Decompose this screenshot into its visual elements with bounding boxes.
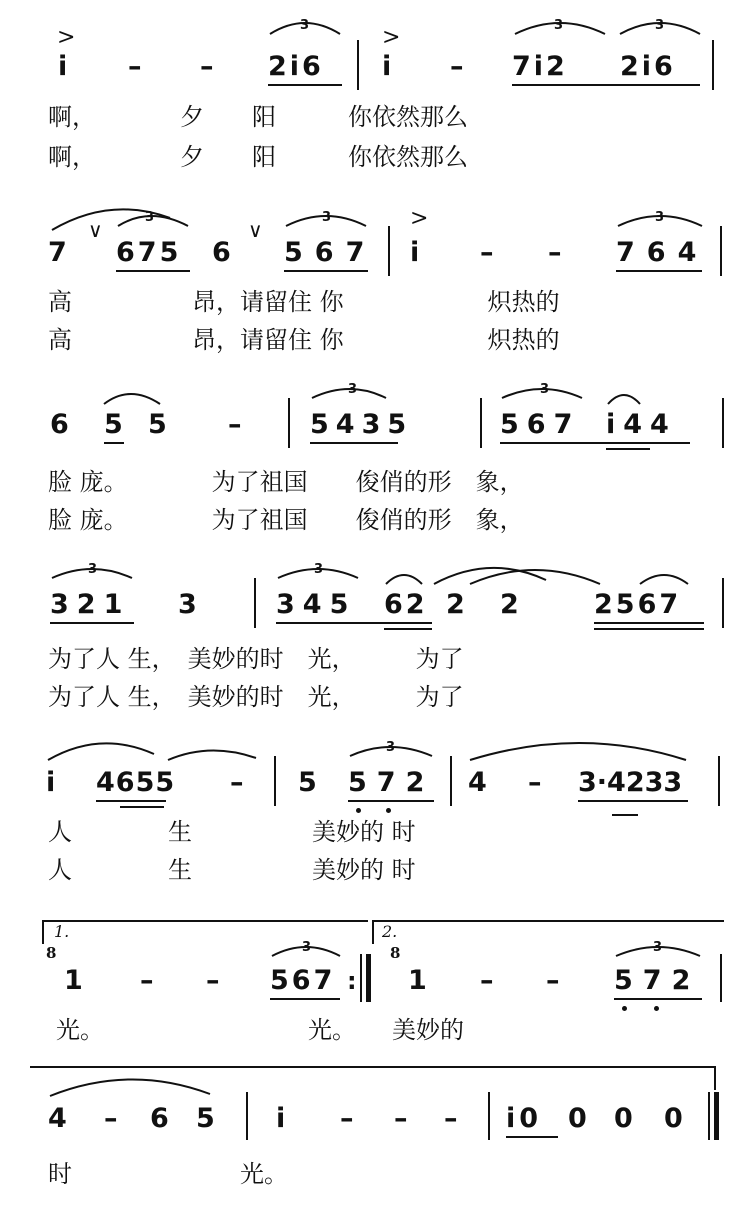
note-group: 321 bbox=[50, 589, 131, 620]
note: 2 bbox=[500, 589, 519, 620]
note: 4 bbox=[468, 767, 487, 798]
note: 1 bbox=[408, 965, 427, 996]
triplet-mark: 3 bbox=[655, 210, 665, 225]
accent-mark: > bbox=[410, 206, 429, 231]
note-group: 2567 bbox=[594, 589, 682, 620]
note: – bbox=[450, 51, 464, 82]
triplet-mark: 3 bbox=[88, 562, 98, 577]
note: – bbox=[140, 965, 154, 996]
triplet-mark: 3 bbox=[314, 562, 324, 577]
lyric-line: 光。 光。 美妙的 bbox=[56, 1016, 464, 1044]
note-group: 572 bbox=[348, 767, 435, 798]
note: 4 bbox=[48, 1103, 67, 1134]
note: – bbox=[128, 51, 142, 82]
note: 6 bbox=[50, 409, 69, 440]
lyric-line: 为了人 生， 美妙的时 光， 为了 bbox=[48, 683, 464, 711]
triplet-mark: 3 bbox=[348, 382, 358, 397]
lyric-line: 为了人 生， 美妙的时 光， 为了 bbox=[48, 645, 464, 673]
triplet-mark: 3 bbox=[655, 18, 665, 33]
lyric-line: 人 生 美妙的 时 bbox=[48, 818, 416, 846]
note: i bbox=[46, 767, 56, 798]
note: 1 bbox=[64, 965, 83, 996]
note-group: 675 bbox=[116, 237, 182, 268]
system-2 bbox=[0, 190, 755, 370]
note: i bbox=[58, 51, 68, 82]
note: 5 bbox=[196, 1103, 215, 1134]
system-5 bbox=[0, 730, 755, 910]
system-7 bbox=[0, 1060, 755, 1206]
lyric-line: 高 昂，请留住 你 炽热的 bbox=[48, 288, 560, 316]
note: 0 bbox=[568, 1103, 587, 1134]
note: – bbox=[480, 965, 494, 996]
triplet-mark: 3 bbox=[540, 382, 550, 397]
note: 0 bbox=[664, 1103, 683, 1134]
note: 6 bbox=[212, 237, 231, 268]
note: – bbox=[230, 767, 244, 798]
triplet-mark: 3 bbox=[554, 18, 564, 33]
breath-mark: ∨ bbox=[88, 218, 103, 242]
system-1 bbox=[0, 0, 755, 190]
note-group: 764 bbox=[616, 237, 709, 268]
triplet-mark: 3 bbox=[322, 210, 332, 225]
note: 6 bbox=[150, 1103, 169, 1134]
volta-1-label: 1. bbox=[54, 922, 70, 941]
note: – bbox=[228, 409, 242, 440]
lyric-line: 时 光。 bbox=[48, 1160, 288, 1188]
system-6 bbox=[0, 910, 755, 1060]
note: i bbox=[276, 1103, 286, 1134]
note-group: 2i6 bbox=[268, 51, 324, 82]
lyric-line: 脸 庞。 为了祖国 俊俏的形 象， bbox=[48, 506, 524, 534]
lyric-line: 啊， 夕 阳 你依然那么 bbox=[48, 103, 468, 131]
note-group: 567 bbox=[284, 237, 377, 268]
note: – bbox=[394, 1103, 408, 1134]
triplet-mark: 3 bbox=[145, 210, 155, 225]
note: 3 bbox=[178, 589, 197, 620]
note: – bbox=[528, 767, 542, 798]
repeat-dots: : bbox=[347, 967, 357, 995]
accent-mark: > bbox=[382, 25, 401, 50]
note: i bbox=[382, 51, 392, 82]
lyric-line: 高 昂，请留住 你 炽热的 bbox=[48, 326, 560, 354]
note-group: 567 bbox=[270, 965, 336, 996]
segno-mark: 8 bbox=[390, 944, 401, 962]
note-group: 5435 bbox=[310, 409, 414, 440]
note: 7 bbox=[48, 237, 67, 268]
system-3 bbox=[0, 370, 755, 550]
note: – bbox=[444, 1103, 458, 1134]
system-4 bbox=[0, 550, 755, 730]
lyric-line: 啊， 夕 阳 你依然那么 bbox=[48, 143, 468, 171]
accent-mark: > bbox=[57, 25, 76, 50]
note-group: 572 bbox=[614, 965, 701, 996]
note-group: 62 bbox=[384, 589, 428, 620]
triplet-mark: 3 bbox=[300, 18, 310, 33]
lyric-line: 人 生 美妙的 时 bbox=[48, 856, 416, 884]
breath-mark: ∨ bbox=[248, 218, 263, 242]
note: 2 bbox=[446, 589, 465, 620]
triplet-mark: 3 bbox=[386, 740, 396, 755]
note: – bbox=[200, 51, 214, 82]
note-group: 7i2 bbox=[512, 51, 568, 82]
note: 5 bbox=[298, 767, 317, 798]
note-group: 4655 bbox=[96, 767, 176, 798]
note-group: 345 bbox=[276, 589, 357, 620]
note-group: 567 bbox=[500, 409, 581, 440]
note: 5 bbox=[104, 409, 123, 440]
note: – bbox=[546, 965, 560, 996]
note-group: i44 bbox=[606, 409, 677, 440]
note: – bbox=[104, 1103, 118, 1134]
lyric-line: 脸 庞。 为了祖国 俊俏的形 象， bbox=[48, 468, 524, 496]
note: 5 bbox=[148, 409, 167, 440]
note: 0 bbox=[614, 1103, 633, 1134]
note: – bbox=[340, 1103, 354, 1134]
triplet-mark: 3 bbox=[302, 940, 312, 955]
note-group: 3·4233 bbox=[578, 767, 683, 798]
triplet-mark: 3 bbox=[653, 940, 663, 955]
note: – bbox=[206, 965, 220, 996]
segno-mark: 8 bbox=[46, 944, 57, 962]
note-group: 2i6 bbox=[620, 51, 676, 82]
note: – bbox=[480, 237, 494, 268]
volta-2-label: 2. bbox=[382, 922, 398, 941]
note-group: i0 bbox=[506, 1103, 543, 1134]
note: – bbox=[548, 237, 562, 268]
note: i bbox=[410, 237, 420, 268]
